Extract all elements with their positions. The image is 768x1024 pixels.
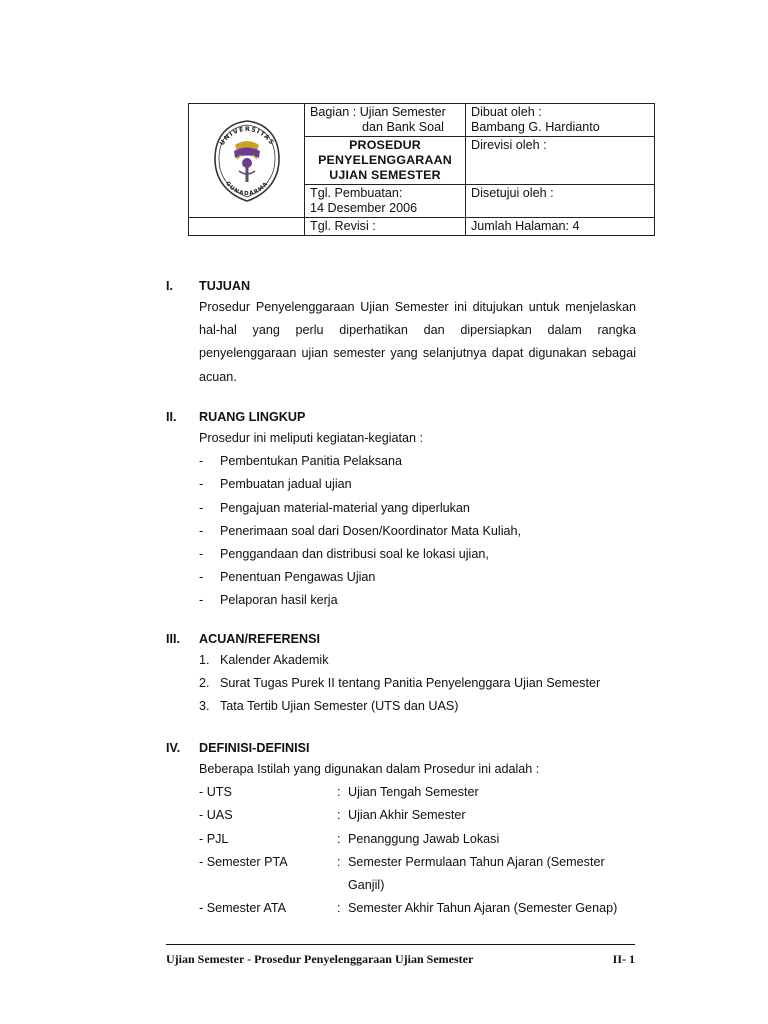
tujuan-paragraph: Prosedur Penyelenggaraan Ujian Semester ini ditujukan untuk menjelaskan hal-hal yang perlu diperhatikan dan dipersiapkan dalam rangka penyelenggaraan ujian semester yang selanjutnya dapat digunakan sebagai acuan. — [199, 300, 636, 384]
list-item-text: Tata Tertib Ujian Semester (UTS dan UAS) — [220, 699, 459, 714]
university-logo — [207, 111, 287, 207]
list-item — [199, 672, 636, 695]
list-dash: - — [199, 454, 204, 469]
section-number: I. — [166, 279, 173, 293]
procedure-title-line2: PENYELENGGARAAN — [318, 153, 452, 167]
definition-desc: Semester Akhir Tahun Ajaran (Semester Genap) — [348, 901, 618, 916]
list-item-text: Surat Tugas Purek II tentang Panitia Penyelenggara Ujian Semester — [220, 676, 601, 691]
tgl-pembuatan-label: Tgl. Pembuatan: — [310, 186, 403, 200]
list-index: 3. — [199, 699, 210, 714]
list-item — [199, 473, 636, 496]
footer-rule — [166, 944, 635, 945]
procedure-title-line1: PROSEDUR — [349, 138, 421, 152]
page-footer — [166, 952, 635, 968]
section-ruang-lingkup — [166, 407, 636, 613]
list-index: 1. — [199, 653, 210, 667]
definition-colon: : — [337, 831, 341, 846]
list-item — [199, 695, 636, 718]
definition-term: - UAS — [199, 808, 233, 823]
section-number: III. — [166, 632, 180, 646]
list-item — [199, 450, 636, 473]
bagian-line1: Bagian : Ujian Semester — [310, 105, 446, 119]
list-dash: - — [199, 523, 204, 538]
section-title: DEFINISI-DEFINISI — [199, 741, 310, 755]
logo-text-bottom: GUNADARMA — [223, 180, 270, 197]
bagian-cell — [305, 104, 466, 137]
list-dash: - — [199, 546, 204, 561]
intro-text: Beberapa Istilah yang digunakan dalam Prosedur ini adalah : — [199, 762, 540, 776]
section-tujuan — [166, 276, 636, 389]
section-heading — [166, 407, 636, 427]
definisi-intro — [199, 758, 636, 781]
list-dash: - — [199, 477, 204, 492]
footer-title: Ujian Semester - Prosedur Penyelenggaraan Ujian Semester — [166, 952, 474, 966]
definition-colon: : — [337, 854, 341, 869]
logo-text-top: UNIVERSITAS — [218, 125, 275, 147]
intro-text: Prosedur ini meliputi kegiatan-kegiatan : — [199, 431, 424, 445]
list-item-text: Penerimaan soal dari Dosen/Koordinator Mata Kuliah, — [220, 523, 522, 538]
section-heading — [166, 738, 636, 758]
list-item — [199, 649, 636, 672]
definition-desc: Semester Permulaan Tahun Ajaran (Semester Ganjil) — [348, 854, 605, 892]
bagian-line2: dan Bank Soal — [362, 120, 444, 134]
list-dash: - — [199, 500, 204, 515]
jumlah-halaman: Jumlah Halaman: 4 — [471, 219, 580, 233]
definition-row — [199, 828, 636, 851]
section-number: IV. — [166, 741, 181, 755]
section-title: TUJUAN — [199, 279, 251, 293]
definition-desc: Ujian Tengah Semester — [348, 785, 479, 800]
jumlah-halaman-cell — [466, 218, 655, 236]
section-title: RUANG LINGKUP — [199, 410, 306, 424]
list-item-text: Penentuan Pengawas Ujian — [220, 570, 376, 585]
svg-text:GUNADARMA — [224, 180, 270, 196]
dibuat-label: Dibuat oleh : — [471, 105, 542, 119]
tgl-pembuatan-value: 14 Desember 2006 — [310, 201, 418, 215]
procedure-title-line3: UJIAN SEMESTER — [329, 168, 441, 182]
page-number: II- 1 — [612, 952, 635, 966]
list-dash: - — [199, 570, 204, 585]
section-number: II. — [166, 410, 177, 424]
list-item — [199, 543, 636, 566]
definition-colon: : — [337, 785, 341, 800]
document-header-table — [188, 103, 655, 236]
direvisi-cell — [466, 137, 655, 185]
definition-row — [199, 804, 636, 827]
section-acuan-referensi — [166, 629, 636, 719]
definition-row — [199, 851, 636, 897]
tgl-revisi-cell — [305, 218, 466, 236]
list-item-text: Pelaporan hasil kerja — [220, 593, 338, 608]
list-item — [199, 497, 636, 520]
definition-desc: Penanggung Jawab Lokasi — [348, 831, 500, 846]
section-title: ACUAN/REFERENSI — [199, 632, 321, 646]
dibuat-name: Bambang G. Hardianto — [471, 120, 600, 134]
list-item — [199, 589, 636, 612]
logo-cell — [189, 104, 305, 218]
logo-cell-bottom — [189, 218, 305, 236]
section-heading — [166, 629, 636, 649]
disetujui-cell — [466, 185, 655, 218]
section-definisi — [166, 738, 636, 920]
list-item — [199, 520, 636, 543]
list-index: 2. — [199, 676, 210, 691]
disetujui-label: Disetujui oleh : — [471, 186, 554, 200]
list-item — [199, 566, 636, 589]
definition-row — [199, 781, 636, 804]
list-dash: - — [199, 593, 204, 608]
definition-term: - UTS — [199, 785, 232, 800]
definition-colon: : — [337, 808, 341, 823]
tgl-revisi-label: Tgl. Revisi : — [310, 219, 376, 233]
list-item-text: Penggandaan dan distribusi soal ke lokasi ujian, — [220, 546, 489, 561]
section-heading — [166, 276, 636, 296]
definition-term: - Semester ATA — [199, 901, 287, 916]
definition-colon: : — [337, 901, 341, 916]
ruang-lingkup-intro — [199, 427, 636, 450]
definition-row — [199, 897, 636, 920]
definition-desc: Ujian Akhir Semester — [348, 808, 466, 823]
list-item-text: Pembuatan jadual ujian — [220, 477, 352, 492]
tgl-pembuatan-cell — [305, 185, 466, 218]
list-item-text: Kalender Akademik — [220, 653, 329, 667]
procedure-title-cell — [305, 137, 466, 185]
definition-term: - Semester PTA — [199, 854, 288, 869]
direvisi-label: Direvisi oleh : — [471, 138, 547, 152]
list-item-text: Pengajuan material-material yang diperlukan — [220, 500, 470, 515]
dibuat-cell — [466, 104, 655, 137]
list-item-text: Pembentukan Panitia Pelaksana — [220, 454, 403, 469]
definition-term: - PJL — [199, 831, 229, 846]
